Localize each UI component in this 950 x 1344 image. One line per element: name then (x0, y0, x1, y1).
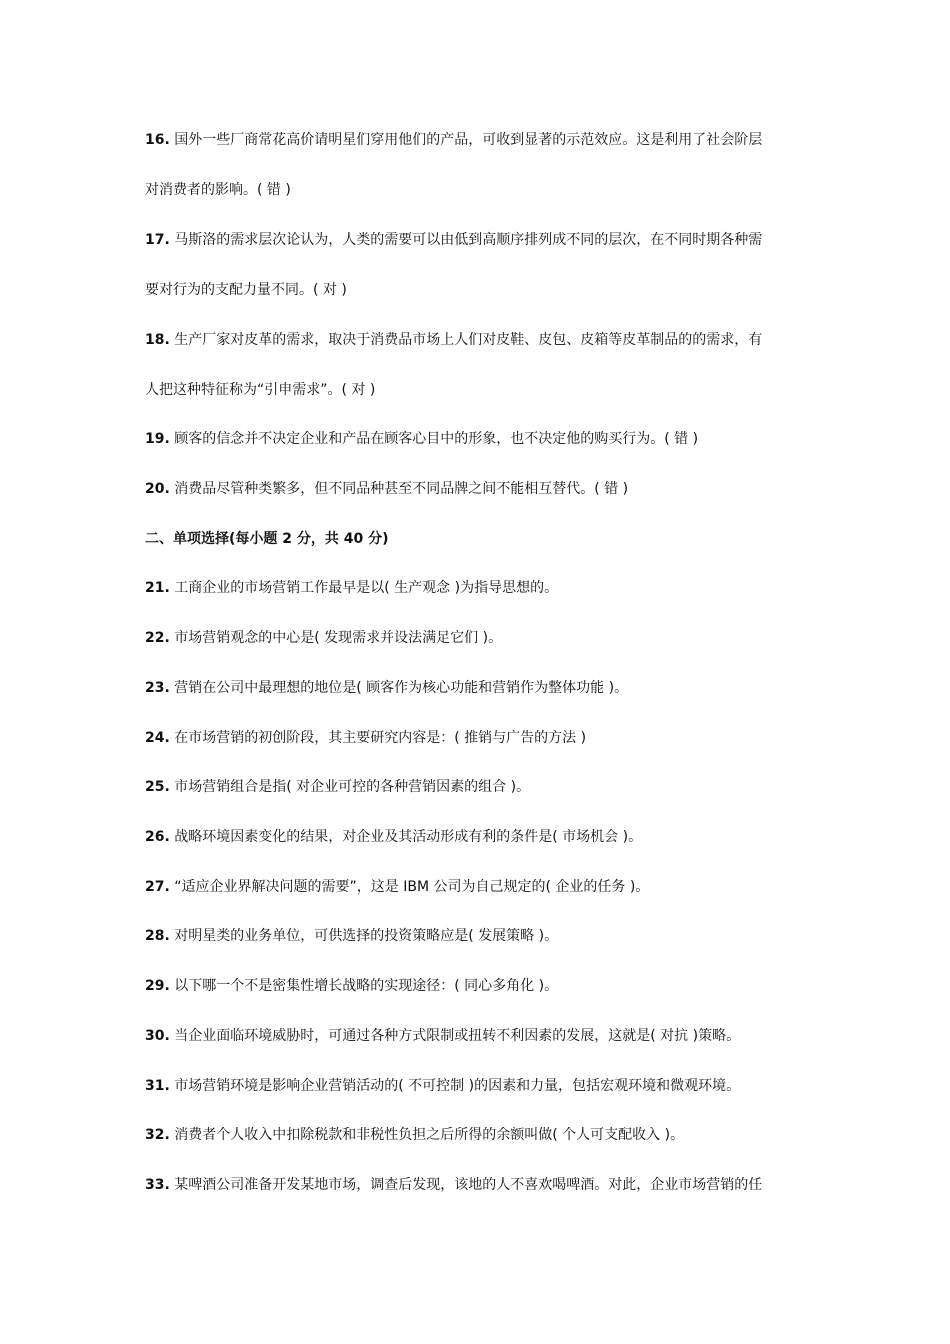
section-heading (145, 529, 825, 549)
question-text: 战略环境因素变化的结果，对企业及其活动形成有利的条件是( 市场机会 )。 (169, 829, 643, 845)
question-text: 市场营销观念的中心是( 发现需求并设法满足它们 )。 (169, 630, 503, 646)
question-number: 31. (145, 1078, 170, 1094)
question-number: 26. (145, 829, 170, 845)
question-17-line-1 (145, 230, 825, 250)
question-16-line-1 (145, 130, 825, 150)
question-number: 33. (145, 1177, 170, 1193)
question-text: 营销在公司中最理想的地位是( 顾客作为核心功能和营销作为整体功能 )。 (169, 680, 629, 696)
question-19 (145, 429, 825, 449)
question-number: 32. (145, 1127, 170, 1143)
section-heading-text: 二、单项选择(每小题 2 分，共 40 分) (145, 531, 389, 547)
question-text: 消费品尽管种类繁多，但不同品种甚至不同品牌之间不能相互替代。( 错 ) (169, 481, 629, 497)
question-text: 生产厂家对皮革的需求，取决于消费品市场上人们对皮鞋、皮包、皮箱等皮革制品的的需求，有 (169, 332, 763, 348)
question-22 (145, 628, 825, 648)
question-number: 29. (145, 978, 170, 994)
question-32 (145, 1125, 825, 1145)
question-text: 当企业面临环境威胁时，可通过各种方式限制或扭转不利因素的发展，这就是( 对抗 )策略。 (169, 1028, 741, 1044)
question-number: 30. (145, 1028, 170, 1044)
question-16-line-2 (145, 180, 825, 200)
question-28 (145, 926, 825, 946)
question-29 (145, 976, 825, 996)
question-23 (145, 678, 825, 698)
question-text: “适应企业界解决问题的需要”，这是 IBM 公司为自己规定的( 企业的任务 )。 (169, 879, 650, 895)
question-30 (145, 1026, 825, 1046)
question-number: 28. (145, 928, 170, 944)
question-text: 要对行为的支配力量不同。( 对 ) (145, 282, 347, 298)
question-number: 25. (145, 779, 170, 795)
question-number: 19. (145, 431, 170, 447)
question-text: 马斯洛的需求层次论认为，人类的需要可以由低到高顺序排列成不同的层次，在不同时期各种需 (169, 232, 763, 248)
question-text: 对消费者的影响。( 错 ) (145, 182, 291, 198)
question-number: 23. (145, 680, 170, 696)
question-number: 27. (145, 879, 170, 895)
question-text: 以下哪一个不是密集性增长战略的实现途径：( 同心多角化 )。 (169, 978, 559, 994)
question-number: 17. (145, 232, 170, 248)
question-text: 市场营销环境是影响企业营销活动的( 不可控制 )的因素和力量，包括宏观环境和微观环境。 (169, 1078, 741, 1094)
question-text: 某啤酒公司准备开发某地市场，调查后发现，该地的人不喜欢喝啤酒。对此，企业市场营销的任 (169, 1177, 763, 1193)
question-text: 在市场营销的初创阶段，其主要研究内容是：( 推销与广告的方法 ) (169, 730, 587, 746)
question-18-line-1 (145, 330, 825, 350)
question-text: 国外一些厂商常花高价请明星们穿用他们的产品，可收到显著的示范效应。这是利用了社会阶层 (169, 132, 763, 148)
question-text: 顾客的信念并不决定企业和产品在顾客心目中的形象，也不决定他的购买行为。( 错 ) (169, 431, 699, 447)
question-text: 人把这种特征称为“引申需求”。( 对 ) (145, 382, 376, 398)
question-number: 20. (145, 481, 170, 497)
question-17-line-2 (145, 280, 825, 300)
question-33 (145, 1175, 825, 1195)
question-number: 24. (145, 730, 170, 746)
question-number: 18. (145, 332, 170, 348)
question-31 (145, 1076, 825, 1096)
question-text: 对明星类的业务单位，可供选择的投资策略应是( 发展策略 )。 (169, 928, 559, 944)
question-text: 市场营销组合是指( 对企业可控的各种营销因素的组合 )。 (169, 779, 531, 795)
question-number: 21. (145, 580, 170, 596)
question-26 (145, 827, 825, 847)
question-text: 消费者个人收入中扣除税款和非税性负担之后所得的余额叫做( 个人可支配收入 )。 (169, 1127, 685, 1143)
question-text: 工商企业的市场营销工作最早是以( 生产观念 )为指导思想的。 (169, 580, 559, 596)
question-number: 16. (145, 132, 170, 148)
question-18-line-2 (145, 380, 825, 400)
question-21 (145, 578, 825, 598)
question-27 (145, 877, 825, 897)
question-25 (145, 777, 825, 797)
question-20 (145, 479, 825, 499)
question-24 (145, 728, 825, 748)
question-number: 22. (145, 630, 170, 646)
